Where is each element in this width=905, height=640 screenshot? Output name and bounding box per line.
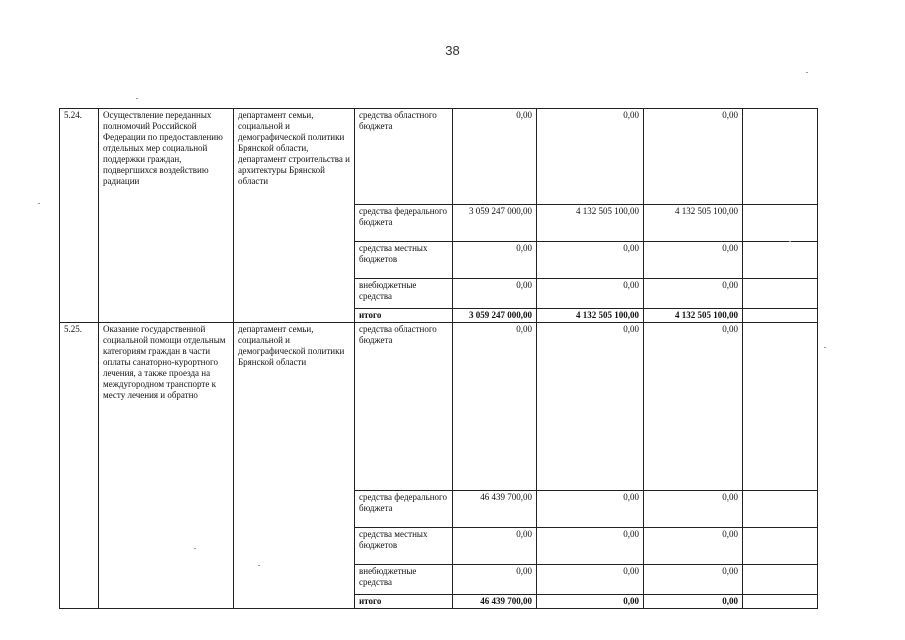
amount-v3: 0,00 xyxy=(644,109,743,205)
funding-source: средства областного бюджета xyxy=(355,323,453,491)
page-number: 38 xyxy=(445,43,460,58)
item-number: 5.25. xyxy=(60,323,99,609)
funding-source: средства местных бюджетов xyxy=(355,242,453,279)
executor: департамент семьи, социальной и демографической политики Брянской области xyxy=(234,323,355,609)
amount-v2: 0,00 xyxy=(537,242,644,279)
amount-v3: 0,00 xyxy=(644,491,743,528)
amount-v2: 0,00 xyxy=(537,279,644,309)
empty-cell xyxy=(743,279,818,309)
amount-v3: 0,00 xyxy=(644,323,743,491)
funding-source: средства федерального бюджета xyxy=(355,491,453,528)
amount-v1: 3 059 247 000,00 xyxy=(453,309,537,323)
executor: департамент семьи, социальной и демографической политики Брянской области, департамент строительства и архитектуры Брянской области xyxy=(234,109,355,323)
amount-v2: 0,00 xyxy=(537,323,644,491)
empty-cell xyxy=(743,309,818,323)
scan-speck xyxy=(806,72,808,73)
empty-cell xyxy=(743,491,818,528)
table-row xyxy=(60,109,818,205)
funding-source: средства федерального бюджета xyxy=(355,205,453,242)
amount-v2: 4 132 505 100,00 xyxy=(537,205,644,242)
amount-v1: 0,00 xyxy=(453,242,537,279)
amount-v1: 0,00 xyxy=(453,279,537,309)
amount-v1: 0,00 xyxy=(453,528,537,565)
empty-cell xyxy=(743,565,818,595)
amount-v3: 0,00 xyxy=(644,565,743,595)
amount-v2: 0,00 xyxy=(537,109,644,205)
empty-cell xyxy=(743,205,818,242)
funding-source: итого xyxy=(355,595,453,609)
amount-v2: 4 132 505 100,00 xyxy=(537,309,644,323)
funding-source: итого xyxy=(355,309,453,323)
empty-cell xyxy=(743,528,818,565)
amount-v3: 4 132 505 100,00 xyxy=(644,309,743,323)
amount-v3: 0,00 xyxy=(644,242,743,279)
amount-v1: 0,00 xyxy=(453,565,537,595)
amount-v3: 0,00 xyxy=(644,595,743,609)
scan-speck xyxy=(136,98,138,99)
scan-speck xyxy=(824,347,826,348)
measure-name: Осуществление переданных полномочий Российской Федерации по предоставлению отдельных мер социальной поддержки граждан, подвергшихся воздействию радиации xyxy=(99,109,234,323)
amount-v2: 0,00 xyxy=(537,595,644,609)
amount-v1: 3 059 247 000,00 xyxy=(453,205,537,242)
amount-v1: 46 439 700,00 xyxy=(453,491,537,528)
item-number: 5.24. xyxy=(60,109,99,323)
empty-cell xyxy=(743,323,818,491)
amount-v1: 0,00 xyxy=(453,323,537,491)
table-row xyxy=(60,323,818,491)
amount-v3: 0,00 xyxy=(644,528,743,565)
amount-v2: 0,00 xyxy=(537,491,644,528)
measure-name: Оказание государственной социальной помощи отдельным категориям граждан в части оплаты санаторно-курортного лечения, а также проезда на междугородном транспорте к месту лечения и обратно xyxy=(99,323,234,609)
scan-speck xyxy=(258,565,260,566)
amount-v1: 0,00 xyxy=(453,109,537,205)
amount-v2: 0,00 xyxy=(537,565,644,595)
funding-source: внебюджетные средства xyxy=(355,565,453,595)
empty-cell xyxy=(743,242,818,279)
funding-source: внебюджетные средства xyxy=(355,279,453,309)
scan-speck xyxy=(789,241,791,242)
empty-cell xyxy=(743,595,818,609)
funding-source: средства местных бюджетов xyxy=(355,528,453,565)
scan-speck xyxy=(194,548,196,549)
amount-v2: 0,00 xyxy=(537,528,644,565)
scan-speck xyxy=(38,203,40,204)
funding-source: средства областного бюджета xyxy=(355,109,453,205)
empty-cell xyxy=(743,109,818,205)
amount-v3: 4 132 505 100,00 xyxy=(644,205,743,242)
budget-table xyxy=(59,108,818,609)
amount-v1: 46 439 700,00 xyxy=(453,595,537,609)
table-body xyxy=(60,109,818,609)
amount-v3: 0,00 xyxy=(644,279,743,309)
